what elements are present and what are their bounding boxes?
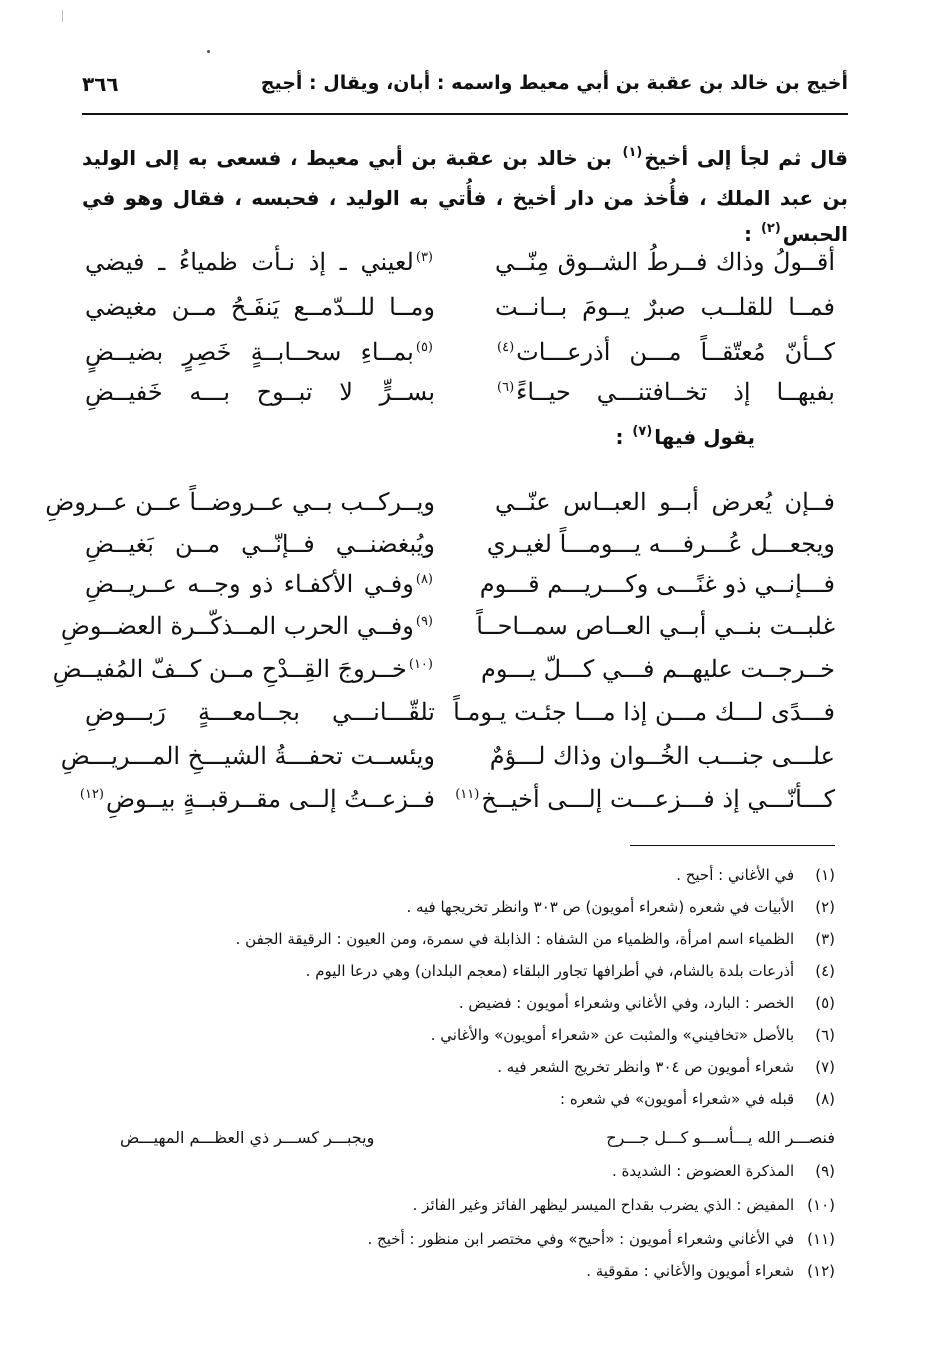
footnote-verse-right: فنصـــر الله يـــأســـو كـــل جـــرح	[606, 1128, 835, 1147]
footnote-12	[586, 1262, 835, 1280]
footnote-ref: (٥)	[415, 340, 433, 355]
header-rule	[82, 113, 848, 115]
poem2-line-7-left: ويئســت تحفـــةُ الشيـــخِ المـــريـــضِ	[60, 742, 435, 770]
poem2-line-4-right: غلبــت بنــي أبــي العــاص سمــاحــاً	[476, 612, 835, 640]
footnote-ref: (٤)	[497, 340, 515, 355]
verse-text: بفيهــا إذ تخــافتنـــي حيــاءً	[516, 378, 835, 406]
verse-text: بمــاءِ سحــابــةٍ خَصِرٍ بضيــضٍ	[85, 338, 414, 366]
footnote-number: (٩)	[815, 1162, 835, 1180]
footnote-text: الخصر : البارد، وفي الأغاني وشعراء أمويون : فضيض .	[458, 994, 795, 1012]
footnote-1	[676, 866, 835, 884]
poem2-line-8-right	[455, 785, 835, 813]
running-header	[82, 72, 848, 108]
verse-text: خــروجَ القِــدْحِ مــن كــفّ المُفيــضِ	[52, 655, 407, 683]
footnote-number: (٦)	[815, 1026, 835, 1044]
footnote-text: شعراء أمويون والأغاني : مقوقية .	[586, 1262, 795, 1280]
footnote-ref: (٣)	[415, 250, 433, 265]
verse-text: لعيني ـ إذ نـأت ظمياءُ ـ فيضي	[85, 248, 414, 276]
footnote-number: (١٠)	[807, 1196, 835, 1214]
poem2-line-7-right: علـــى جنـــب الخُــوان وذاك لـــؤمٌ	[489, 742, 835, 770]
footnote-11	[367, 1230, 835, 1248]
footnote-rule	[630, 845, 835, 846]
footnote-text: في الأغاني : أحيح .	[676, 866, 795, 884]
intro2-colon: :	[615, 425, 631, 449]
footnote-ref: (١٠)	[408, 657, 433, 672]
header-title: أخيج بن خالد بن عقبة بن أبي معيط واسمه : أبان، ويقال : أجيج	[260, 72, 848, 94]
footnote-ref: (٢)	[760, 221, 781, 236]
intro-text-3: :	[743, 222, 759, 246]
footnote-number: (٥)	[815, 994, 835, 1012]
footnote-4	[306, 962, 835, 980]
poem2-line-5-left	[52, 655, 435, 683]
page-number: ٣٦٦	[82, 72, 119, 96]
footnote-number: (١٢)	[807, 1262, 835, 1280]
poem2-line-8-left	[79, 785, 435, 813]
poem1-line-2-left: ومــا للــدّمــع يَنفَـحُ مــن مغيضي	[85, 293, 435, 321]
footnote-ref: (٦)	[497, 380, 515, 395]
intro-paragraph	[82, 140, 848, 256]
footnote-number: (١)	[815, 866, 835, 884]
footnote-ref: (١)	[622, 145, 643, 160]
poem2-line-6-left: تلقّـــانـــي بجــامعـــةٍ رَبـــوضِ	[85, 698, 435, 726]
verse-text: وفـي الأكفـاء ذو وجــه عــريــضِ	[85, 570, 414, 598]
poem2-line-5-right: خــرجــت عليهــم فـــي كـــلّ يـــوم	[480, 655, 835, 683]
footnote-8	[560, 1090, 835, 1108]
verse-text: كـــأنّـــي إذ فـــزعـــت إلـــى أخيــخ	[481, 785, 835, 813]
footnote-9	[612, 1162, 835, 1180]
poem2-line-6-right: فـــدًى لـــك مـــن إذا مـــا جئـت يـومـاً	[453, 698, 835, 726]
ink-speck	[207, 50, 210, 53]
verse-text: فــزعــتُ إلــى مقــرقبــةٍ بيــوضِ	[105, 785, 435, 813]
poem1-line-3-left	[85, 338, 435, 366]
footnote-number: (٤)	[815, 962, 835, 980]
footnote-5	[459, 994, 835, 1012]
footnote-2	[406, 898, 835, 916]
footnote-6	[431, 1026, 835, 1044]
footnote-text: أذرعات بلدة بالشام، في أطرافها تجاور البلقاء (معجم البلدان) وهي درعا اليوم .	[305, 962, 795, 980]
poem2-line-2-right: ويجعـــل عُـــرفـــه يـــومـــاً لغيـري	[486, 530, 835, 558]
poem2-line-1-right: فــإن يُعرض أبــو العبــاس عنّــي	[495, 488, 835, 516]
footnote-ref: (٧)	[632, 424, 653, 439]
footnote-text: الأبيات في شعره (شعراء أمويون) ص ٣٠٣ وانظر تخريجها فيه .	[406, 898, 795, 916]
poem1-line-4-left: بســرٍّ لا تبــوح بـــه خَفيــضِ	[85, 378, 435, 406]
intro2-text: يقول فيها	[654, 425, 755, 449]
footnote-text: الظمياء اسم امرأة، والظمياء من الشفاه : الذابلة في سمرة، ومن العيون : الرقيقة الجفن .	[235, 930, 795, 948]
footnote-7	[497, 1058, 835, 1076]
poem2-line-1-left: ويــركــب بــي عــروضــاً عــن عــروضِ	[45, 488, 435, 516]
poem1-line-2-right: فمــا للقلــب صبرٌ يــومَ بــانــت	[495, 293, 835, 321]
footnote-number: (٨)	[815, 1090, 835, 1108]
footnote-ref: (٨)	[415, 572, 433, 587]
footnote-ref: (١٢)	[79, 787, 104, 802]
footnote-3	[236, 930, 835, 948]
poem2-line-4-left	[60, 612, 435, 640]
footnote-number: (٧)	[815, 1058, 835, 1076]
poem2-intro	[615, 425, 755, 449]
poem2-line-2-left: ويُبغضنــي فــإنّــي مــن بَغيــضِ	[85, 530, 435, 558]
footnote-text: شعراء أمويون ص ٣٠٤ وانظر تخريج الشعر فيه .	[497, 1058, 795, 1076]
verse-text: كــأنّ مُعتّقــاً مـــن أذرعـــات	[516, 338, 835, 366]
poem1-line-1-left	[85, 248, 435, 276]
footnote-text: قبله في «شعراء أمويون» في شعره :	[560, 1090, 795, 1108]
footnote-text: بالأصل «تخافيني» والمثبت عن «شعراء أمويون» والأغاني .	[430, 1026, 795, 1044]
footnote-10	[413, 1196, 835, 1214]
footnote-text: المفيض : الذي يضرب بقداح الميسر ليظهر الفائز وغير الفائز .	[412, 1196, 795, 1214]
poem1-line-1-right: أقــولُ وذاك فــرطُ الشــوق مِنّــي	[495, 248, 835, 276]
footnote-number: (١١)	[807, 1230, 835, 1248]
footnote-verse-left: ويجبـــر كســـر ذي العظـــم المهيـــض	[120, 1128, 375, 1147]
margin-mark	[62, 10, 63, 22]
footnote-ref: (٩)	[415, 614, 433, 629]
footnote-number: (٢)	[815, 898, 835, 916]
verse-text: وفــي الحرب المــذكّــرة العضــوضِ	[60, 612, 414, 640]
poem2-line-3-left	[85, 570, 435, 598]
footnote-text: المذكرة العضوض : الشديدة .	[611, 1162, 795, 1180]
footnote-ref: (١١)	[455, 787, 480, 802]
intro-text-1: قال ثم لجأ إلى أخيخ	[644, 146, 848, 170]
footnote-text: في الأغاني وشعراء أمويون : «أحيح» وفي مختصر ابن منظور : أخيج .	[367, 1230, 795, 1248]
intro-text-2: بن خالد بن عقبة بن أبي معيط ، فسعى به إلى الوليد بن عبد الملك ، فأُخذ من دار أخيخ ، فأُتي به الوليد ، فحبسه ، فقال وهو في الحبس	[82, 146, 848, 246]
poem2-line-3-right: فـــإنــي ذو غنًـــى وكـــريـــم قـــوم	[479, 570, 835, 598]
footnote-number: (٣)	[815, 930, 835, 948]
poem1-line-3-right	[495, 338, 835, 366]
poem1-line-4-right	[495, 378, 835, 406]
